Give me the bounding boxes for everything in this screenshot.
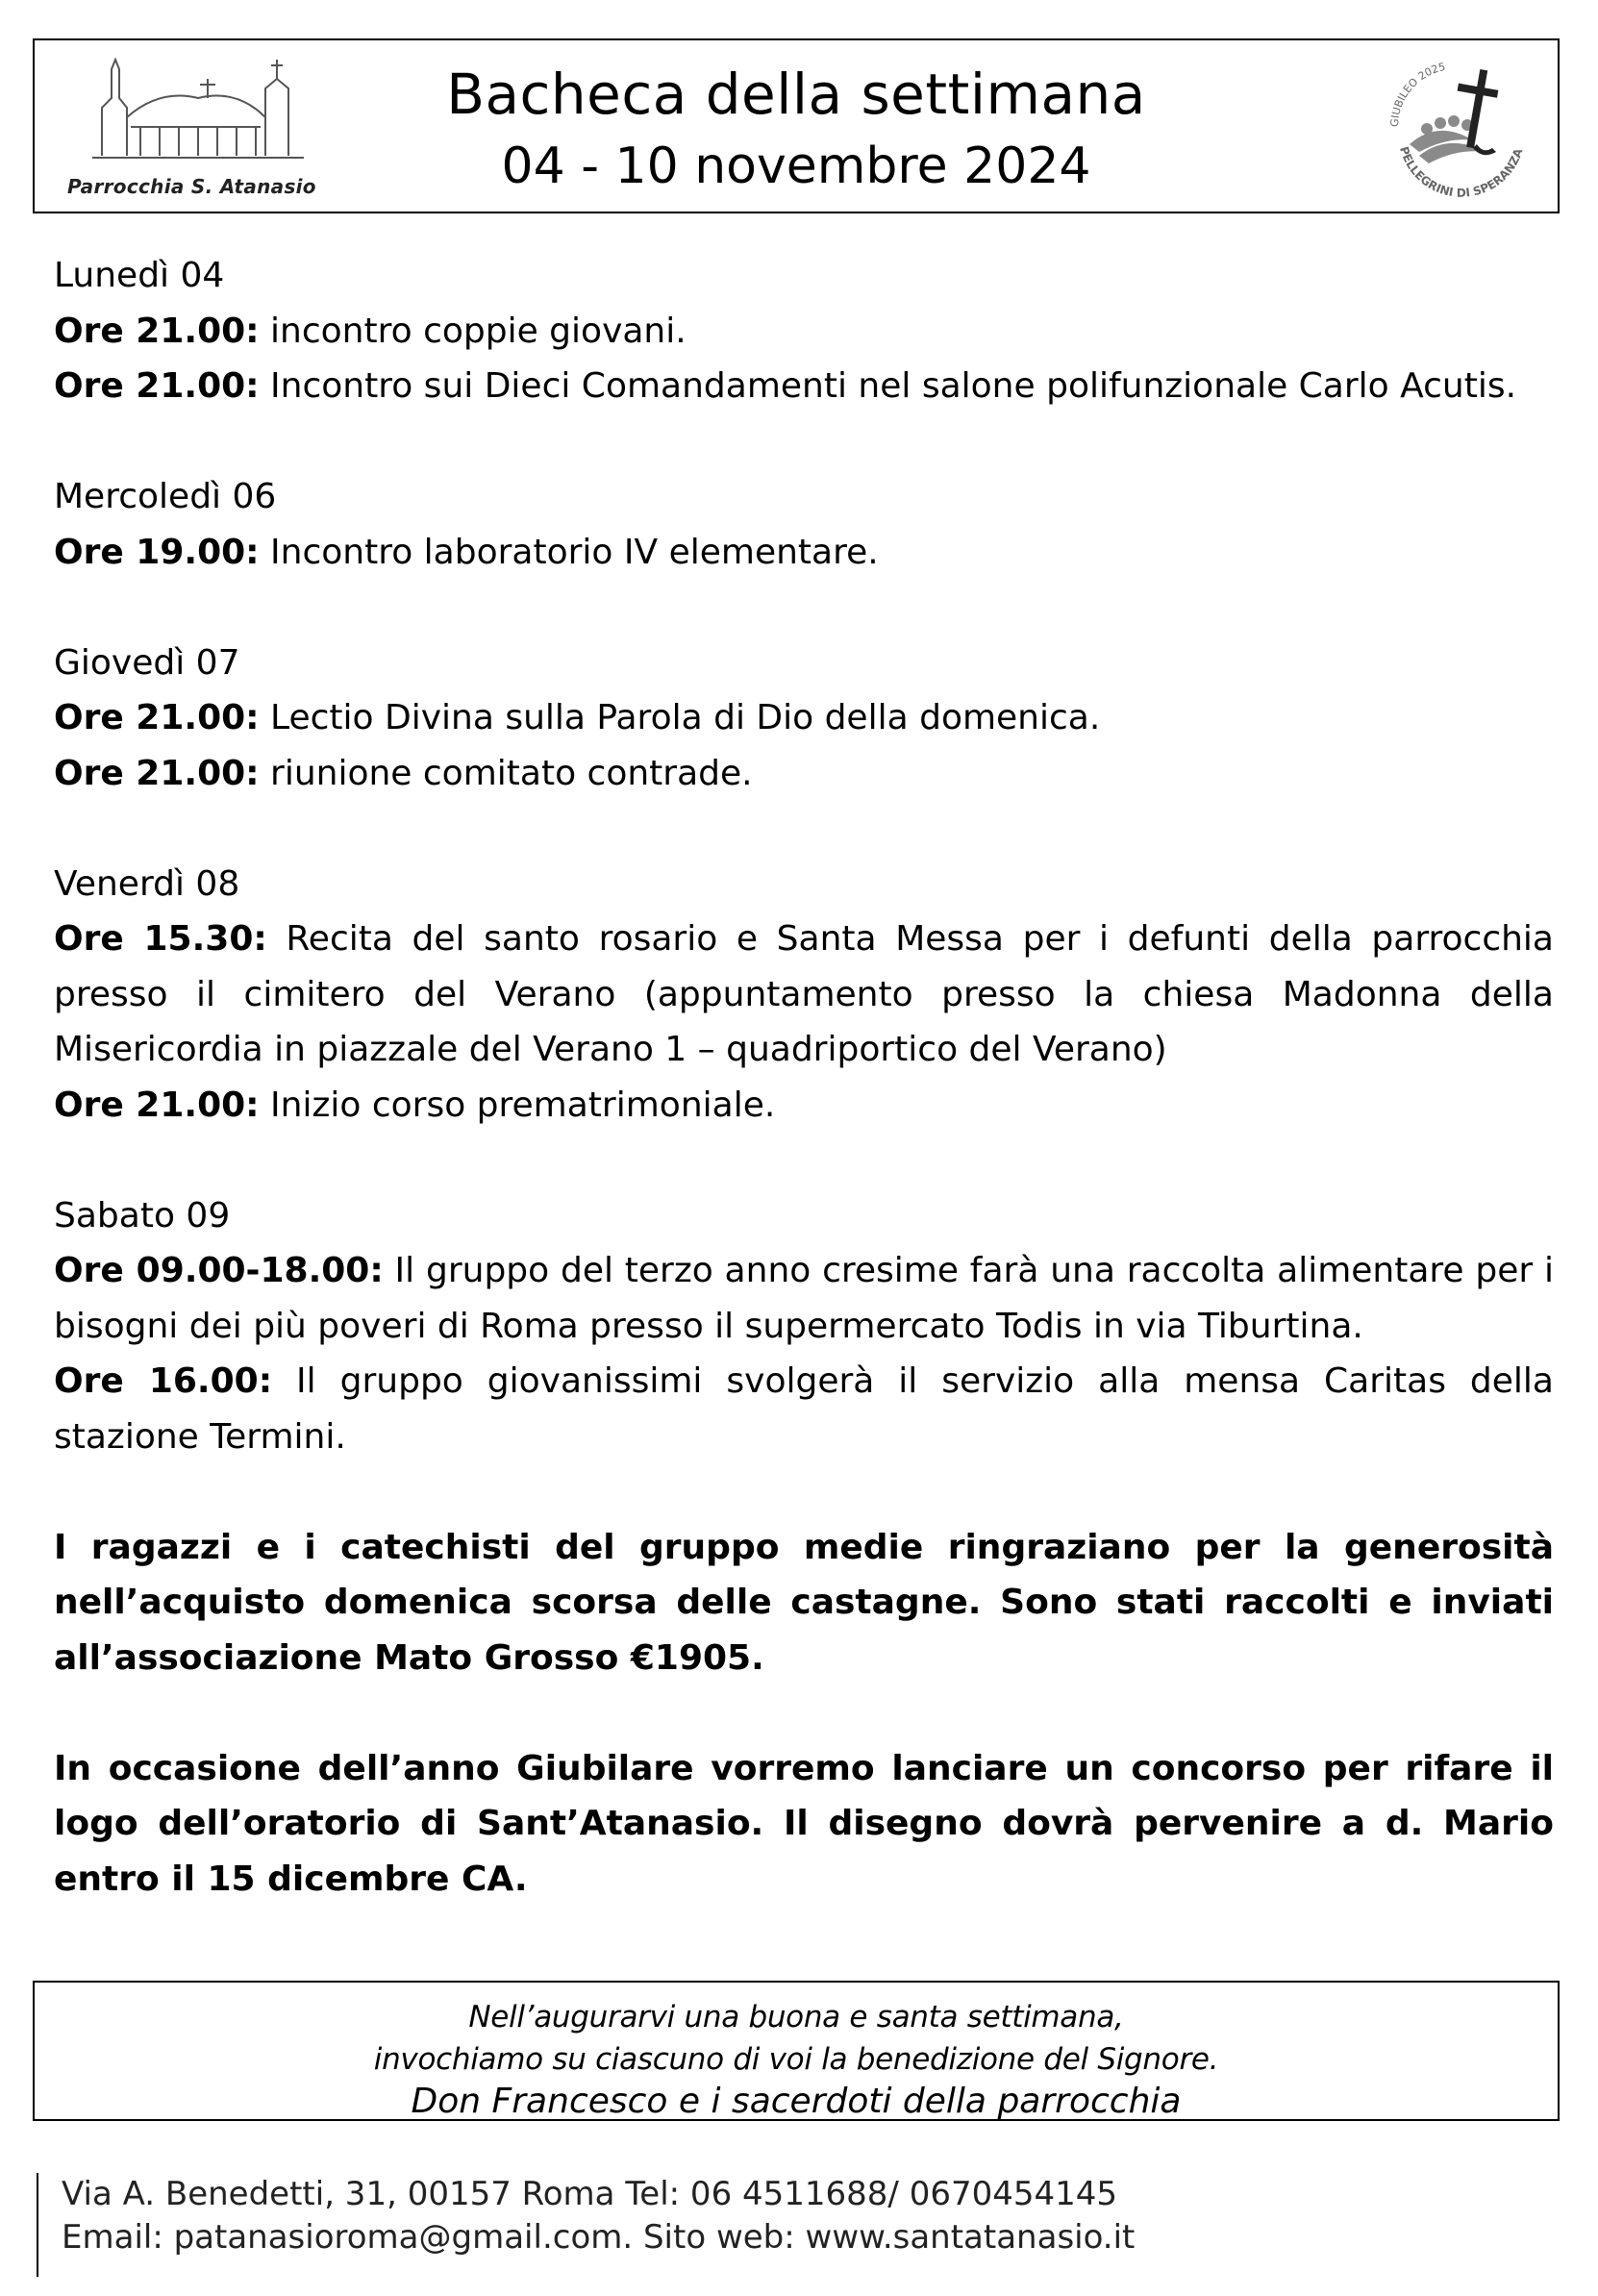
notices-list xyxy=(54,1520,1554,1908)
event-time: Ore 09.00-18.00: xyxy=(54,1251,384,1290)
notice-paragraph: I ragazzi e i catechisti del gruppo medie ringraziano per la generosità nell’acquisto domenica scorsa delle castagne. Sono stati raccolti e inviati all’associazione Mato Grosso €1905. xyxy=(54,1527,1554,1678)
event-time: Ore 21.00: xyxy=(54,1085,260,1125)
event-time: Ore 21.00: xyxy=(54,698,260,737)
event-entry xyxy=(54,525,1554,581)
event-entry xyxy=(54,1078,1554,1134)
svg-text:PELLEGRINI DI SPERANZA: PELLEGRINI DI SPERANZA xyxy=(1396,144,1526,200)
day-block xyxy=(54,1188,1554,1465)
event-time: Ore 19.00: xyxy=(54,532,260,572)
event-text: Recita del santo rosario e Santa Messa per i defunti della parrocchia presso il cimitero del Verano (appuntamento presso la chiesa Madonna della Misericordia in piazzale del Verano 1 – quadriportico del Verano) xyxy=(54,919,1554,1069)
day-block xyxy=(54,636,1554,802)
event-time: Ore 15.30: xyxy=(54,919,267,959)
greeting-line-2: invochiamo su ciascuno di voi la benedizione del Signore. xyxy=(373,2042,1219,2077)
day-block xyxy=(54,857,1554,1134)
day-title: Mercoledì 06 xyxy=(54,477,277,516)
contact-address: Via A. Benedetti, 31, 00157 Roma Tel: 06 4511688/ 0670454145 xyxy=(62,2175,1118,2213)
event-entry xyxy=(54,304,1554,360)
greeting-line-1: Nell’augurarvi una buona e santa settimana, xyxy=(468,2000,1124,2034)
event-text: Il gruppo del terzo anno cresime farà una raccolta alimentare per i bisogni dei più poveri di Roma presso il supermercato Todis in via Tiburtina. xyxy=(54,1251,1554,1346)
event-text: Lectio Divina sulla Parola di Dio della domenica. xyxy=(259,698,1101,737)
event-time: Ore 21.00: xyxy=(54,311,260,351)
day-title: Giovedì 07 xyxy=(54,642,240,683)
contact-email-web: Email: patanasioroma@gmail.com. Sito web: www.santatanasio.it xyxy=(62,2218,1136,2257)
parish-logo xyxy=(54,50,342,206)
church-drawing-icon xyxy=(92,50,304,165)
event-entry xyxy=(54,690,1554,746)
event-text: riunione comitato contrade. xyxy=(259,753,753,793)
event-entry xyxy=(54,359,1554,414)
event-entry xyxy=(54,911,1554,1078)
svg-text:GIUBILEO 2025: GIUBILEO 2025 xyxy=(1387,60,1447,128)
event-text: Incontro sui Dieci Comandamenti nel salone polifunzionale Carlo Acutis. xyxy=(259,366,1517,406)
page-title: Bacheca della settimana xyxy=(446,62,1146,127)
greeting-box xyxy=(33,1981,1560,2121)
day-title: Venerdì 08 xyxy=(54,863,240,904)
day-title: Lunedì 04 xyxy=(54,256,225,295)
day-title: Sabato 09 xyxy=(54,1195,231,1235)
week-dates: 04 - 10 novembre 2024 xyxy=(501,137,1091,195)
event-text: Il gruppo giovanissimi svolgerà il servizio alla mensa Caritas della stazione Termini. xyxy=(54,1361,1554,1457)
days-list xyxy=(54,248,1554,1464)
event-entry xyxy=(54,746,1554,802)
event-time: Ore 21.00: xyxy=(54,753,260,793)
event-time: Ore 16.00: xyxy=(54,1361,273,1401)
event-text: incontro coppie giovani. xyxy=(259,311,687,351)
greeting-signature: Don Francesco e i sacerdoti della parrocchia xyxy=(411,2082,1182,2121)
jubilee-cross-icon xyxy=(1381,52,1531,202)
day-block xyxy=(54,469,1554,580)
day-block xyxy=(54,248,1554,414)
weekly-content xyxy=(54,248,1554,1962)
header-box xyxy=(33,38,1560,213)
title-block xyxy=(342,58,1250,202)
event-text: Incontro laboratorio IV elementare. xyxy=(259,532,879,572)
contacts-block xyxy=(37,2173,1135,2277)
event-text: Inizio corso prematrimoniale. xyxy=(259,1085,776,1125)
parish-name: Parrocchia S. Atanasio xyxy=(67,175,316,198)
jubilee-logo xyxy=(1381,52,1531,202)
event-entry xyxy=(54,1243,1554,1354)
notice-paragraph: In occasione dell’anno Giubilare vorremo lanciare un concorso per rifare il logo dell’oratorio di Sant’Atanasio. Il disegno dovrà pervenire a d. Mario entro il 15 dicembre CA. xyxy=(54,1748,1554,1899)
event-time: Ore 21.00: xyxy=(54,366,260,406)
event-entry xyxy=(54,1354,1554,1464)
